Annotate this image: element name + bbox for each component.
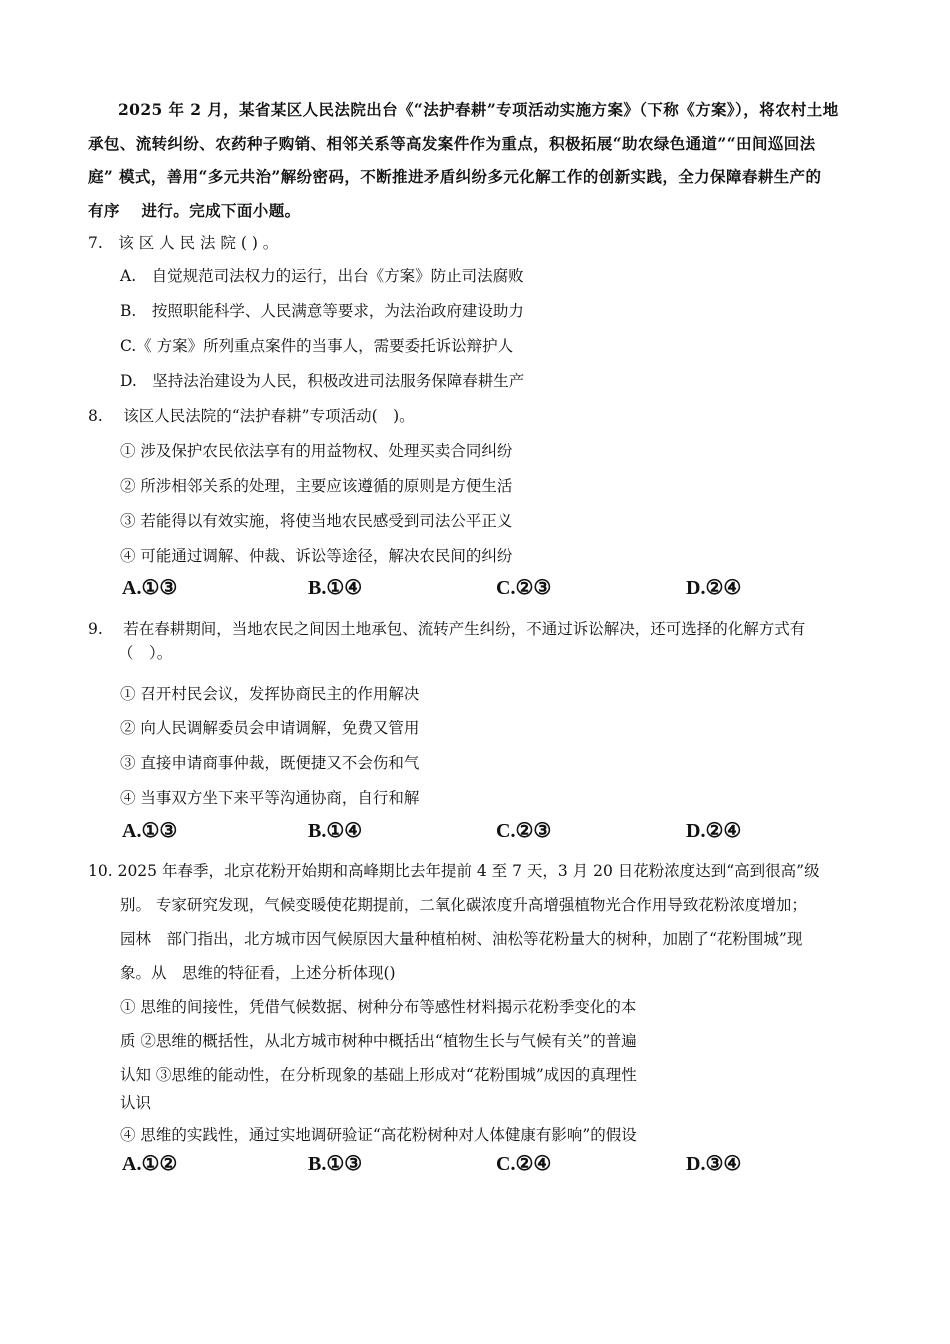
- q10-item-3: 认知 ③思维的能动性，在分析现象的基础上形成对“花粉围城”成因的真理性: [120, 1066, 637, 1084]
- q10-choice-a: A.①②: [122, 1153, 178, 1175]
- q8-choice-d: D.②④: [686, 577, 742, 599]
- q7-option-a: A. 自觉规范司法权力的运行，出台《方案》防止司法腐败: [120, 267, 524, 285]
- q10-stem-3: 园林 部门指出，北方城市因气候原因大量种植柏树、油松等花粉量大的树种，加剧了“花粉围城”现: [120, 930, 803, 948]
- q9-item-2: ② 向人民调解委员会申请调解，免费又管用: [120, 719, 420, 737]
- intro-line-3: 庭” 模式，善用“多元共治”解纷密码，不断推进矛盾纠纷多元化解工作的创新实践，全力保障春耕生产的: [88, 167, 822, 186]
- q9-choice-a: A.①③: [122, 820, 178, 842]
- q9-choice-b: B.①④: [308, 820, 363, 842]
- q9-choice-d: D.②④: [686, 820, 742, 842]
- intro-line-2: 承包、流转纠纷、农药种子购销、相邻关系等高发案件作为重点，积极拓展“助农绿色通道”“田间巡回法: [88, 134, 816, 153]
- q9-stem: 9. 若在春耕期间，当地农民之间因土地承包、流转产生纠纷，不通过诉讼解决，还可选择的化解方式有: [88, 620, 806, 638]
- q9-item-1: ① 召开村民会议，发挥协商民主的作用解决: [120, 685, 420, 703]
- q10-item-1: ① 思维的间接性，凭借气候数据、树种分布等感性材料揭示花粉季变化的本: [120, 998, 637, 1016]
- q8-item-2: ② 所涉相邻关系的处理，主要应该遵循的原则是方便生活: [120, 477, 513, 495]
- q8-choice-a: A.①③: [122, 577, 178, 599]
- q10-choice-c: C.②④: [496, 1153, 552, 1175]
- q9-item-4: ④ 当事双方坐下来平等沟通协商，自行和解: [120, 789, 420, 807]
- q10-choice-d: D.③④: [686, 1153, 742, 1175]
- q7-option-d: D. 坚持法治建设为人民，积极改进司法服务保障春耕生产: [120, 372, 525, 390]
- q8-item-1: ① 涉及保护农民依法享有的用益物权、处理买卖合同纠纷: [120, 442, 513, 460]
- q10-stem-4: 象。从 思维的特征看，上述分析体现(): [120, 964, 396, 982]
- q8-choice-b: B.①④: [308, 577, 363, 599]
- q8-item-4: ④ 可能通过调解、仲裁、诉讼等途径，解决农民间的纠纷: [120, 547, 513, 565]
- intro-line-1: 2025 年 2 月，某省某区人民法院出台《“法护春耕”专项活动实施方案》（下称《方案》），将农村土地: [118, 100, 839, 119]
- q10-item-3-cont: 认识: [120, 1094, 152, 1112]
- q8-choices: [0, 575, 950, 601]
- q10-item-2: 质 ②思维的概括性，从北方城市树种中概括出“植物生长与气候有关”的普遍: [120, 1032, 637, 1050]
- intro-line-4: 有序 进行。完成下面小题。: [88, 201, 301, 220]
- q10-choice-b: B.①③: [308, 1153, 363, 1175]
- q9-choice-c: C.②③: [496, 820, 552, 842]
- q7-option-c: C.《 方案》所列重点案件的当事人，需要委托诉讼辩护人: [120, 337, 514, 355]
- q10-choices: [0, 1151, 950, 1177]
- q7-option-b: B. 按照职能科学、人民满意等要求，为法治政府建设助力: [120, 302, 524, 320]
- q8-item-3: ③ 若能得以有效实施，将使当地农民感受到司法公平正义: [120, 512, 513, 530]
- q10-stem-1: 10. 2025 年春季，北京花粉开始期和高峰期比去年提前 4 至 7 天，3 月 20 日花粉浓度达到“高到很高”级: [88, 862, 820, 880]
- q9-choices: [0, 818, 950, 844]
- q7-stem: 7. 该 区 人 民 法 院 ( ) 。: [88, 234, 279, 252]
- q8-choice-c: C.②③: [496, 577, 552, 599]
- q10-stem-2: 别。 专家研究发现，气候变暖使花期提前，二氧化碳浓度升高增强植物光合作用导致花粉浓度增加；: [120, 896, 807, 914]
- q9-stem-2: （ ）。: [118, 644, 173, 662]
- q8-stem: 8. 该区人民法院的“法护春耕”专项活动( )。: [88, 407, 415, 425]
- q9-item-3: ③ 直接申请商事仲裁，既便捷又不会伤和气: [120, 754, 420, 772]
- q10-item-4: ④ 思维的实践性，通过实地调研验证“高花粉树种对人体健康有影响”的假设: [120, 1126, 637, 1144]
